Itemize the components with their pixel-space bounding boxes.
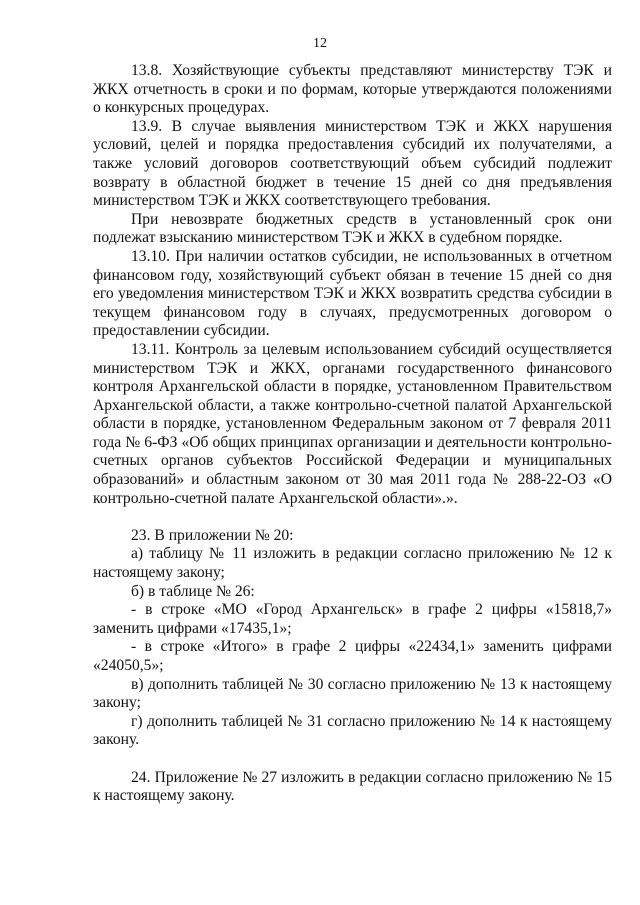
paragraph-item-23b: б) в таблице № 26:: [131, 582, 255, 600]
paragraph-item-23: 23. В приложении № 20:: [131, 526, 294, 544]
paragraph-13-10: 13.10. При наличии остатков субсидии, не использованных в отчетном финансовом году, хозяйствующий субъект обязан в течение 15 дней со дня его уведомления министерством ТЭК и ЖКХ возвратить средства субсидии в текущем финансовом году в случаях, предусмотренных договором о предоставлении субсидии.: [93, 247, 612, 340]
page-number: 12: [313, 36, 327, 51]
document-body: [93, 62, 612, 806]
paragraph-item-23g: г) дополнить таблицей № 31 согласно приложению № 14 к настоящему закону.: [93, 712, 612, 749]
section-gap: [93, 508, 612, 527]
paragraph-budget-return: При невозврате бюджетных средств в установленный срок они подлежат взысканию министерством ТЭК и ЖКХ в судебном порядке.: [93, 210, 612, 247]
paragraph-13-8: 13.8. Хозяйствующие субъекты представляют министерству ТЭК и ЖКХ отчетность в сроки и по формам, которые утверждаются положениями о конкурсных процедурах.: [93, 62, 612, 117]
paragraph-13-9: 13.9. В случае выявления министерством ТЭК и ЖКХ нарушения условий, целей и порядка предоставления субсидий их получателями, а также условий договоров соответствующий объем субсидий подлежит возврату в областной бюджет в течение 15 дней со дня предъявления министерством ТЭК и ЖКХ соответствующего требования.: [93, 117, 612, 210]
paragraph-item-23v: в) дополнить таблицей № 30 согласно приложению № 13 к настоящему закону;: [93, 675, 612, 712]
paragraph-item-23b-row-total: - в строке «Итого» в графе 2 цифры «22434,1» заменить цифрами «24050,5»;: [93, 638, 612, 674]
paragraph-item-23b-row-city: - в строке «МО «Город Архангельск» в графе 2 цифры «15818,7» заменить цифрами «17435,1»;: [93, 601, 612, 637]
section-gap: [93, 750, 612, 769]
paragraph-item-23a: а) таблицу № 11 изложить в редакции согласно приложению № 12 к настоящему закону;: [93, 545, 612, 582]
paragraph-13-11: 13.11. Контроль за целевым использованием субсидий осуществляется министерством ТЭК и ЖКХ, органами государственного финансового контроля Архангельской области в порядке, установленном Правительством Архангельской области, а также контрольно-счетной палатой Архангельской области в порядке, установленном Федеральным законом от 7 февраля 2011 года № 6-ФЗ «Об общих принципах организации и деятельности контрольно-счетных органов субъектов Российской Федерации и муниципальных образований» и областным законом от 30 мая 2011 года № 288-22-ОЗ «О контрольно-счетной палате Архангельской области».».: [93, 340, 612, 507]
paragraph-item-24: 24. Приложение № 27 изложить в редакции согласно приложению № 15 к настоящему закону.: [93, 768, 612, 805]
